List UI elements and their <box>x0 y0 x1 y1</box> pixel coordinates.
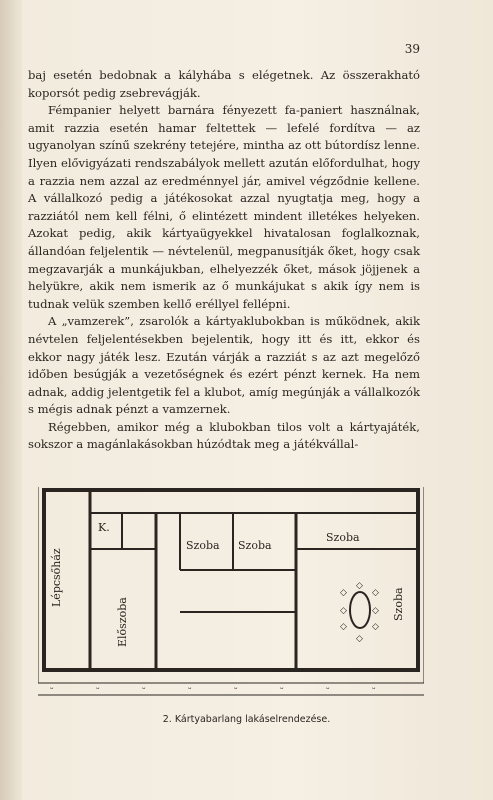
svg-text:ᵕ: ᵕ <box>372 685 376 695</box>
room-label-szoba-2: Szoba <box>238 539 272 552</box>
svg-text:◇: ◇ <box>372 588 379 598</box>
svg-text:◇: ◇ <box>372 606 379 616</box>
svg-text:◇: ◇ <box>340 606 347 616</box>
paragraph-2: Fémpanier helyett barnára fényezett fa-paniert használnak, amit razzia esetén hamar feltettek — lefelé fordítva — az ugyanolyan színű szekrény tetejére, mintha az ott bútordísz lenne. Ilyen elővigyázati rendszabályok mellett azután előfordulhat, hogy a razzia nem azzal az eredménnyel jár, amivel végződnie kellene. A vállalkozó pedig a játékosokat azzal nyugtatja meg, hogy a razziától nem kell félni, ő elintézett mindent illetékes helyeken. Azokat pedig, akik kártyaügyekkel hivatalosan foglalkoznak, állandóan feljelentik — névtelenül, megpanusítják őket, hogy csak megzavarják a munkájukban, elhelyezzék őket, mások jöjjenek a helyükre, akik nem ismerik az ő munkájukat s akik így nem is tudnak velük szemben kellő eréllyel fellépni. <box>28 103 420 311</box>
paragraph-4: Régebben, amikor még a klubokban tilos volt a kártyajáték, sokszor a magánlakásokban húzódtak meg a játékvállal- <box>28 419 420 452</box>
svg-text:ᵕ: ᵕ <box>96 685 100 695</box>
body-text <box>28 67 420 454</box>
svg-text:ᵕ: ᵕ <box>50 685 54 695</box>
room-label-szoba-1: Szoba <box>186 539 220 552</box>
room-label-hall: Előszoba <box>116 597 129 647</box>
room-label-stairwell: Lépcsőház <box>50 548 63 607</box>
figure-caption: 2. Kártyabarlang lakáselrendezése. <box>162 714 331 725</box>
room-label-k: K. <box>98 521 110 534</box>
svg-text:◇: ◇ <box>356 634 363 644</box>
svg-text:ᵕ: ᵕ <box>234 685 238 695</box>
svg-text:ᵕ: ᵕ <box>188 685 192 695</box>
page-spine-shadow <box>0 0 22 800</box>
page-number: 39 <box>404 42 420 56</box>
paragraph-1: baj esetén bedobnak a kályhába s elégetnek. Az összerakható koporsót pedig zsebrevágják. <box>28 68 420 100</box>
svg-text:◇: ◇ <box>356 581 363 591</box>
svg-text:ᵕ: ᵕ <box>280 685 284 695</box>
paragraph-3: A „vamzerek”, zsarolók a kártyaklubokban is működnek, akik névtelen feljelentésekben bejelentik, hogy itt és itt, ekkor és ekkor nagy játék lesz. Ezután várják a razziát s az azt megelőző időben besúgják a vezetőségnek és ezért pénzt kernek. Ha nem adnak, addig jelentgetik fel a klubot, amíg megúnják a vállalkozók s mégis adnak pénzt a vamzernek. <box>28 314 420 417</box>
svg-text:◇: ◇ <box>372 622 379 632</box>
floor-plan-drawing <box>38 487 424 705</box>
svg-text:ᵕ: ᵕ <box>142 685 146 695</box>
room-label-szoba-4: Szoba <box>392 587 405 621</box>
svg-text:◇: ◇ <box>340 622 347 632</box>
svg-text:◇: ◇ <box>340 588 347 598</box>
svg-text:ᵕ: ᵕ <box>326 685 330 695</box>
room-label-szoba-3: Szoba <box>326 531 360 544</box>
